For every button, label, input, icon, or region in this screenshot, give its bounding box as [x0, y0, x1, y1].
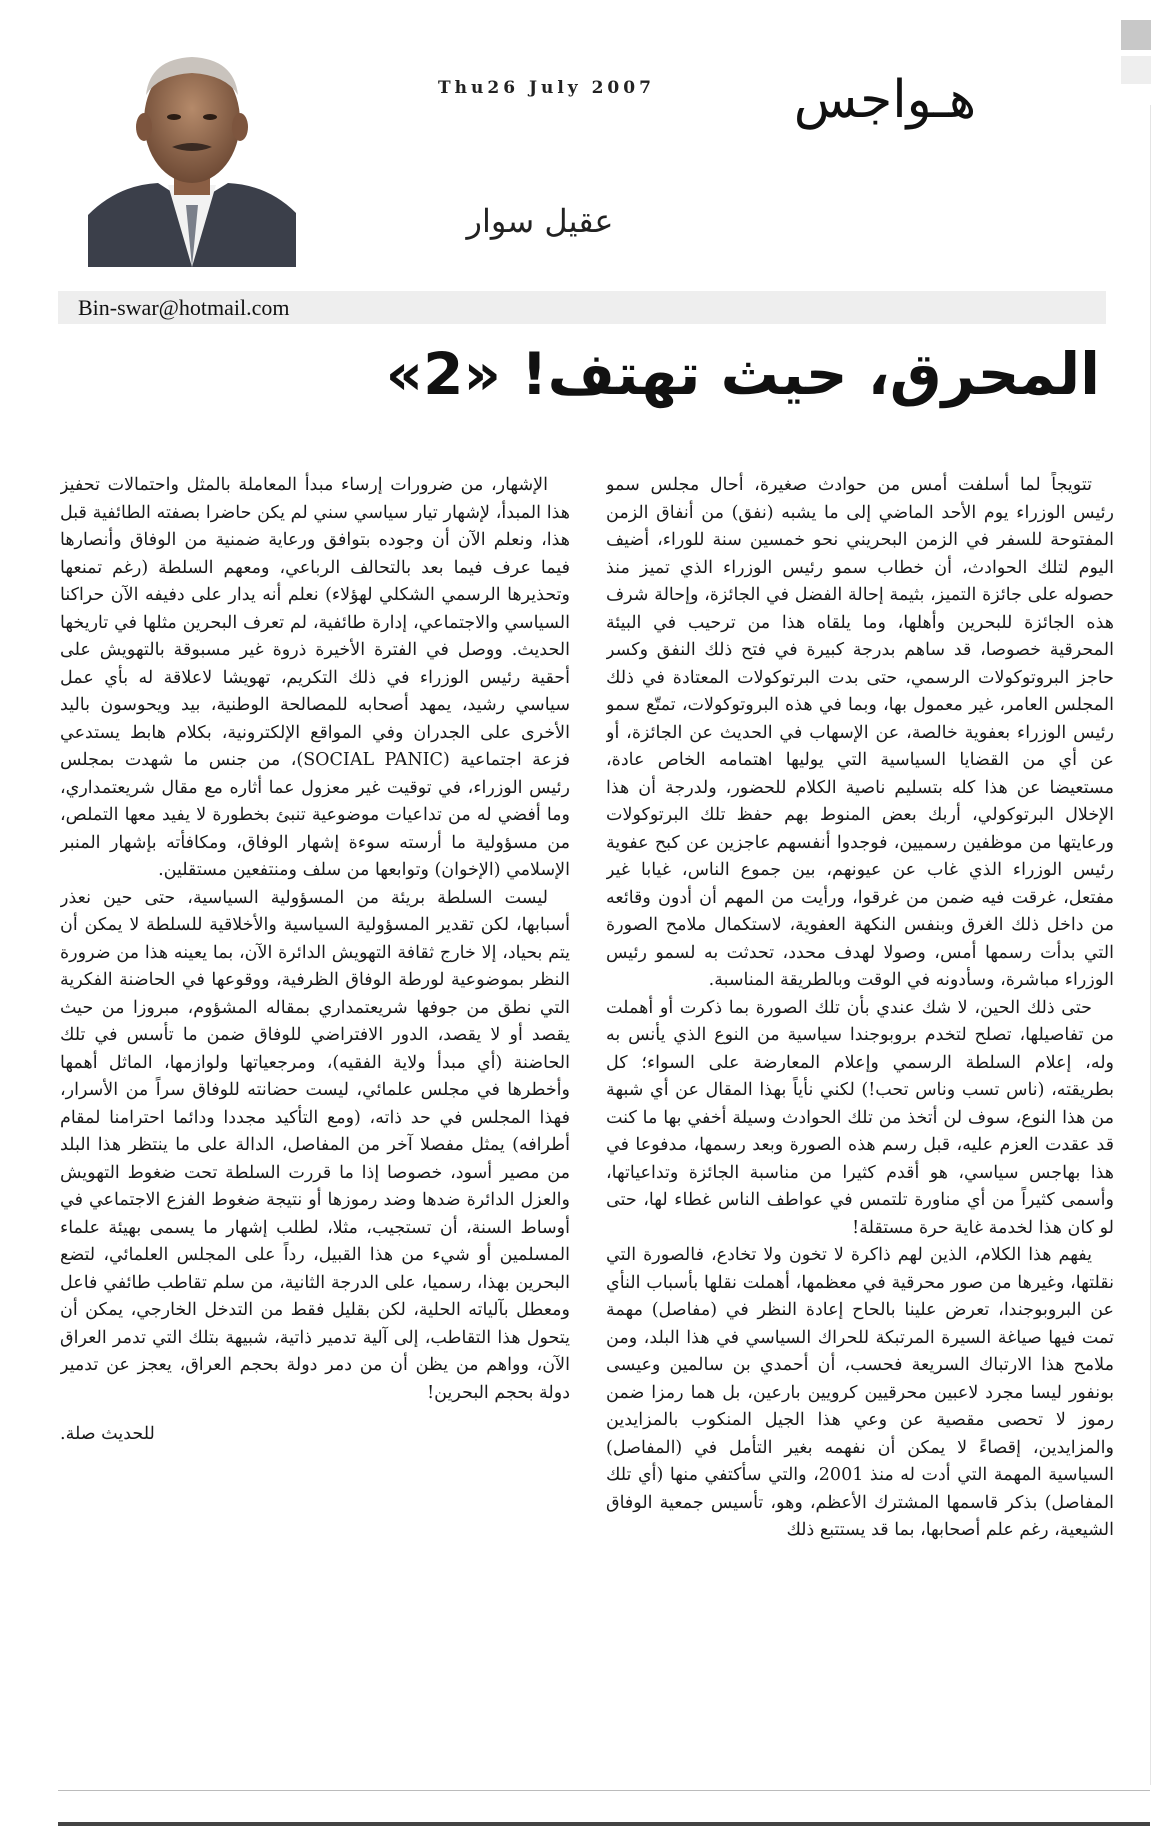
- right-margin-rule: [1150, 105, 1151, 1785]
- article-headline: المحرق، حيث تهتف! «2»: [385, 340, 1100, 408]
- corner-block-dark: [1121, 20, 1151, 50]
- article-column-left: [60, 472, 570, 1762]
- paragraph: ليست السلطة بريئة من المسؤولية السياسية، حتى حين نعذر أسبابها، لكن تقدير المسؤولية السياسية والأخلاقية للسلطة لا يمكن أن يتم بحياد، إلا خارج ثقافة التهويش الدائرة الآن، بما يعينه هذا من ضرورة النظر بموضوعية لورطة الوفاق الظرفية، ووقوعها في الحاضنة الفكرية التي نطق من جوفها شريعتمداري بمقاله المشؤوم، مبروزا من حيث يقصد أو لا يقصد، الدور الافتراضي للوفاق ضمن ما تأسس في تلك الحاضنة (أي مبدأ ولاية الفقيه)، ومرجعياتها ولوازمها، الماثل أهمها وأخطرها في مجلس علمائي، ليست حضانته للوفاق سراً من الأسرار، فهذا المجلس في حد ذاته، (ومع التأكيد مجددا ودائما احترامنا لمقام أطرافه) يمثل مفصلا آخر من المفاصل، الدالة على ما ينتظر هذا البلد من مصير أسود، خصوصا إذا ما قررت السلطة تحت ضغوط التهويش والعزل الدائرة ضدها وضد رموزها أو نتيجة ضغوط الفزع الاجتماعي في أوساط السنة، أن تستجيب، مثلا، لطلب إشهار ما يسمى بهيئة علماء المسلمين أو شيء من هذا القبيل، رداً على المجلس العلمائي، لتضع البحرين بهذا، رسميا، على الدرجة الثانية، من سلم تقاطب طائفي فاعل ومعطل بآلياته الحلية، لكن بقليل فقط من التدخل الخارجي، يمكن أن يتحول هذا التقاطب، إلى آلية تدمير ذاتية، شبيهة بتلك التي تدمر العراق الآن، وواهم من يظن أن من دمر دولة بحجم العراق، يعجز عن تدمير دولة بحجم البحرين!: [60, 887, 570, 1403]
- paragraph: الإشهار، من ضرورات إرساء مبدأ المعاملة بالمثل واحتمالات تحفيز هذا المبدأ، لإشهار تيار سياسي سني لم يكن حاضرا بصفته الطائفية قبل هذا، ونعلم الآن أن وجوده بتوافق ورعاية ضمنية من الوفاق وأنصارها فيما عرف فيما بعد بالتحالف الرباعي، ومعهم السلطة (رغم تمنعها وتحذيرها الرسمي الشكلي لهؤلاء) نعلم أنه يدار على دفيفه الآن حراكنا السياسي والاجتماعي، إدارة طائفية، لم تعرف البحرين مثلها في تاريخها الحديث. ووصل في الفترة الأخيرة ذروة غير مسبوقة بالتهويش على أحقية رئيس الوزراء في ذلك التكريم، تهويشا لاعلاقة له بأي عمل سياسي رشيد، يمهد أصحابه للمصالحة الوطنية، بيد ويحوسون باليد الأخرى على الجدران وفي المواقع الإلكترونية، بكلام هابط يستدعي فزعة اجتماعية (SOCIAL PANIC)، من جنس ما شهدت بمجلس رئيس الوزراء، في توقيت غير معزول عما أثاره مع مقال شريعتمداري، وما أفضي له من تداعيات موضوعية تنبئ بخطورة لا يفيد معها التملص، من مسؤولية ما أرسته سوءة إشهار الوفاق، ومكافأته بإشهار المنبر الإسلامي (الإخوان) وتوابعها من سلف ومنتفعين مستقلين.: [60, 475, 570, 880]
- author-name: عقيل سوار: [466, 202, 614, 240]
- paragraph: تتويجاً لما أسلفت أمس من حوادث صغيرة، أحال مجلس سمو رئيس الوزراء يوم الأحد الماضي إلى ما يشبه (نفق) من أنفاق الزمن المفتوحة للسفر في الزمن البحريني نحو خمسين سنة للوراء، أضيف اليوم لتلك الحوادث، أن خطاب سمو رئيس الوزراء الذي تميز منذ حصوله على جائزة التميز، بثيمة إحالة الفضل في الجائزة، وإحالة شرف هذه الجائزة للبحرين وأهلها، وما يلقاه هذا من ترحيب في البيئة المحرقية خصوصا، قد ساهم بدرجة كبيرة في فتح ذلك النفق وكسر حاجز البروتوكولات الرسمي، حتى بدت البرتوكولات المعتادة في ذلك المجلس العامر، غير معمول بها، وبما في هذه البروتوكولات، تمتّع سمو رئيس الوزراء بعفوية خالصة، عن الإسهاب في الحديث عن الجائزة، أو عن أي من القضايا السياسية التي يوليها اهتمامه الخاص عادة، مستعيضا عن هذا كله بتسليم ناصية الكلام للحضور، ولدرجة أن هذا الإخلال البرتوكولي، أربك بعض المنوط بهم حفظ تلك البرتوكولات ورعايتها من موظفين رسميين، فوجدوا أنفسهم عاجزين عن كبح عفوية رئيس الوزراء الذي غاب عن عيونهم، بين جموع الناس، غيابا غير مفتعل، غرقت فيه ضمن من غرقوا، ورأيت من المهم أن أدون وقائعه من داخل ذلك الغرق وبنفس النكهة العفوية، لاستكمال ملامح الصورة التي بدأت رسمها أمس، وصولا لهدف محدد، تحدثت به لسمو رئيس الوزراء مباشرة، وسأدونه في الوقت وبالطريقة المناسبة.: [606, 475, 1114, 990]
- column-name: هـواجس: [793, 70, 977, 130]
- bottom-bar: [58, 1822, 1150, 1826]
- bottom-rule: [58, 1790, 1150, 1791]
- paragraph: حتى ذلك الحين، لا شك عندي بأن تلك الصورة بما ذكرت أو أهملت من تفاصيلها، تصلح لتخدم بروبوجندا سياسية من النوع الذي يأنس به وله، إعلام السلطة الرسمي وإعلام المعارضة على السواء؛ كل بطريقته، (ناس تسب وناس تحب!) لكني نأياً بهذا المقال عن أي شبهة من هذا النوع، سوف لن أتخذ من تلك الحوادث وسيلة أخفي بها ما كنت قد عقدت العزم عليه، قبل رسم هذه الصورة وبعد رسمها، مدفوعا في هذا بهاجس سياسي، هو أقدم كثيرا من مناسبة الجائزة وتداعياتها، وأسمى كثيراً من أي مناورة تلتمس في عواطف الناس غطاء لها، حتى لو كان هذا لخدمة غاية حرة مستقلة!: [606, 997, 1114, 1238]
- article-column-right: [606, 472, 1114, 1762]
- author-email[interactable]: Bin-swar@hotmail.com: [78, 295, 290, 320]
- email-bar: [58, 291, 1106, 324]
- corner-block-light: [1121, 56, 1151, 84]
- issue-date: Thu26 July 2007: [438, 78, 655, 98]
- paragraph: يفهم هذا الكلام، الذين لهم ذاكرة لا تخون ولا تخادع، فالصورة التي نقلتها، وغيرها من صور محرقية في معظمها، أهملت نقلها بأسباب النأي عن البروبوجندا، تعرض علينا بالحاح إعادة النظر في (مفاصل) مهمة تمت فيها صياغة السيرة المرتبكة للحراك السياسي في هذا البلد، ومن ملامح هذا الارتباك السريعة فحسب، أن أحمدي بن سالمين وعيسى بونفور ليسا مجرد لاعبين محرقيين كرويين بارعين، بل هما رمزا ضمن رموز لا تحصى مقصية عن وعي هذا الجيل المنكوب بالمزايدين والمزايدين، إقصاءً لا يمكن أن نفهمه بغير التأمل في (المفاصل) السياسية المهمة التي أدت له منذ 2001، والتي سأكتفي منها (أي تلك المفاصل) بذكر قاسمها المشترك الأعظم، وهو، تأسيس جمعية الوفاق الشيعية، رغم علم أصحابها، بما قد يستتبع ذلك: [606, 1245, 1114, 1540]
- closing-note: للحديث صلة.: [60, 1424, 155, 1444]
- author-photo: [88, 35, 296, 267]
